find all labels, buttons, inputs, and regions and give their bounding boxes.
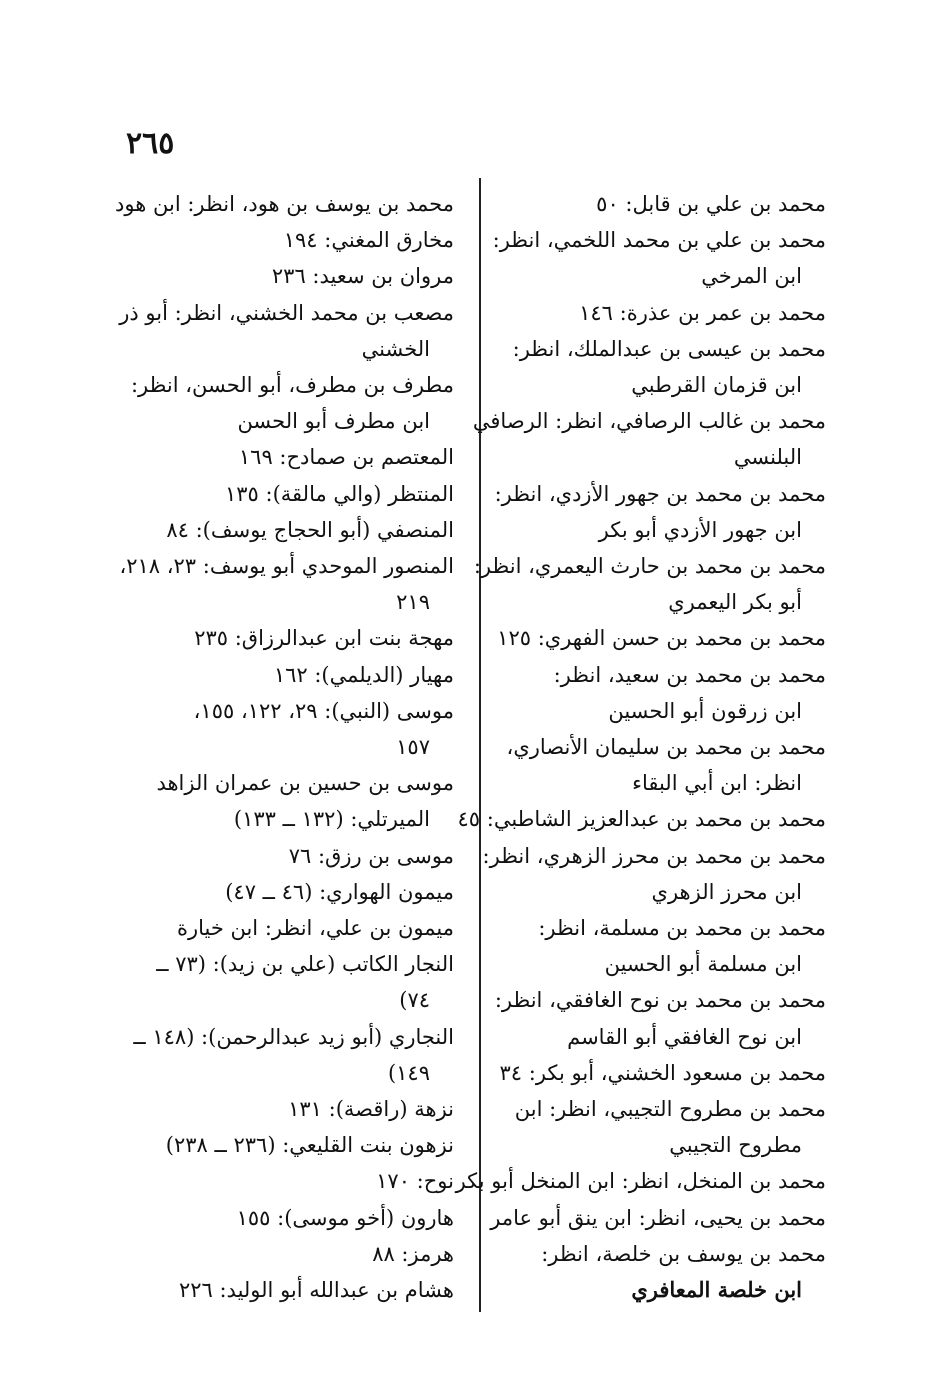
entry-continuation: ٧٤)	[399, 988, 430, 1013]
index-entry	[455, 1163, 826, 1199]
entry-continuation: ١٥٧	[396, 735, 430, 760]
entry-continuation: الخشني	[361, 336, 430, 361]
entry-line: محمد بن محمد بن محرز الزهري، انظر:	[482, 843, 826, 868]
index-entry	[457, 801, 826, 837]
index-entry	[130, 946, 454, 1018]
index-entry	[498, 1091, 826, 1163]
entry-line: المنتظر (والي مالقة): ١٣٥	[225, 481, 454, 506]
index-entry	[494, 476, 826, 548]
entry-continuation: ابن قزمان القرطبي	[631, 373, 802, 398]
entry-line: محمد بن عمر بن عذرة: ١٤٦	[579, 300, 826, 325]
entry-line: مهيار (الديلمي): ١٦٢	[273, 662, 454, 687]
index-entry	[482, 838, 826, 910]
index-entry	[130, 367, 454, 439]
entry-line: محمد بن محمد بن سليمان الأنصاري،	[506, 735, 826, 760]
index-entry	[498, 331, 826, 403]
entry-line: المنصفي (أبو الحجاج يوسف): ٨٤	[166, 517, 454, 542]
index-entry	[130, 1236, 454, 1272]
entry-line: موسى بن رزق: ٧٦	[288, 843, 454, 868]
index-entry	[498, 1055, 826, 1091]
index-entry	[498, 186, 826, 222]
index-entry	[119, 548, 454, 620]
entry-line: نزهون بنت القليعي: (٢٣٦ ــ ٢٣٨)	[165, 1133, 454, 1158]
page-number: ٢٦٥	[126, 126, 175, 161]
entry-continuation: ابن زرقون أبو الحسين	[608, 698, 802, 723]
index-entry	[130, 693, 454, 765]
index-entry	[130, 874, 454, 910]
entry-line: ميمون بن علي، انظر: ابن خيارة	[176, 916, 454, 941]
entry-line: هرمز: ٨٨	[372, 1241, 454, 1266]
entry-line: محمد بن محمد بن سعيد، انظر:	[553, 662, 826, 687]
index-entry	[498, 295, 826, 331]
entry-line: موسى (النبي): ٢٩، ١٢٢، ١٥٥،	[193, 698, 454, 723]
index-entry	[130, 765, 454, 837]
index-entry	[130, 620, 454, 656]
index-entry	[130, 1091, 454, 1127]
entry-continuation: انظر: ابن أبي البقاء	[632, 771, 802, 796]
entry-line: محمد بن مسعود الخشني، أبو بكر: ٣٤	[499, 1060, 826, 1085]
entry-line: محمد بن مطروح التجيبي، انظر: ابن	[514, 1097, 826, 1122]
entry-line: محمد بن علي بن محمد اللخمي، انظر:	[492, 228, 826, 253]
entry-line: النجار الكاتب (علي بن زيد): (٧٣ ــ	[156, 952, 454, 977]
entry-line: محمد بن يوسف بن هود، انظر: ابن هود	[115, 192, 454, 216]
column-divider	[479, 178, 481, 1312]
entry-line: محمد بن يحيى، انظر: ابن ينق أبو عامر	[490, 1205, 826, 1230]
index-entry	[130, 258, 454, 294]
entry-continuation: مطروح التجيبي	[669, 1133, 802, 1158]
index-column-left	[115, 186, 454, 1308]
entry-continuation: ابن محرز الزهري	[651, 879, 802, 904]
index-entry	[492, 222, 826, 294]
entry-line: محمد بن محمد بن عبدالعزيز الشاطبي: ٤٥	[457, 807, 826, 832]
entry-continuation: ١٤٩)	[387, 1060, 430, 1085]
entry-line: محمد بن المنخل، انظر: ابن المنخل أبو بكر	[455, 1169, 826, 1194]
entry-line: محمد بن محمد بن نوح الغافقي، انظر:	[494, 988, 826, 1013]
index-entry	[498, 1236, 826, 1308]
index-entry	[498, 620, 826, 656]
index-entry	[130, 657, 454, 693]
index-entry	[490, 1200, 826, 1236]
entry-continuation: ابن جهور الأزدي أبو بكر	[598, 517, 802, 542]
index-entry	[494, 982, 826, 1054]
entry-continuation: ٢١٩	[396, 590, 430, 615]
entry-continuation: ابن خلصة المعافري	[631, 1277, 802, 1303]
index-entry	[119, 295, 454, 367]
entry-line: مهجة بنت ابن عبدالرزاق: ٢٣٥	[194, 626, 454, 651]
index-entry	[130, 439, 454, 475]
entry-continuation: ابن مطرف أبو الحسن	[237, 409, 430, 434]
entry-continuation: الميرتلي: (١٣٢ ــ ١٣٣)	[233, 807, 430, 832]
entry-line: هارون (أخو موسى): ١٥٥	[236, 1205, 454, 1230]
entry-continuation: أبو بكر اليعمري	[668, 590, 802, 615]
entry-line: محمد بن محمد بن حارث اليعمري، انظر:	[473, 554, 826, 579]
index-entry	[498, 910, 826, 982]
entry-line: محمد بن محمد بن حسن الفهري: ١٢٥	[497, 626, 826, 651]
index-entry	[130, 1127, 454, 1163]
entry-line: محمد بن غالب الرصافي، انظر: الرصافي	[472, 409, 826, 434]
entry-line: محمد بن يوسف بن خلصة، انظر:	[541, 1241, 826, 1266]
entry-line: نوح: ١٧٠	[376, 1169, 454, 1194]
entry-line: مخارق المغني: ١٩٤	[283, 228, 454, 253]
entry-line: المعتصم بن صمادح: ١٦٩	[238, 445, 454, 470]
entry-line: مطرف بن مطرف، أبو الحسن، انظر:	[130, 373, 454, 398]
index-entry	[130, 476, 454, 512]
index-column-right	[455, 186, 826, 1308]
index-entry	[130, 838, 454, 874]
index-entry	[473, 548, 826, 620]
entry-continuation: البلنسي	[733, 445, 802, 470]
index-entry	[130, 512, 454, 548]
entry-line: محمد بن علي بن قابل: ٥٠	[596, 192, 826, 216]
entry-line: النجاري (أبو زيد عبدالرحمن): (١٤٨ ــ	[133, 1024, 454, 1049]
index-entry	[130, 1272, 454, 1308]
index-entry	[472, 403, 826, 475]
index-entry	[130, 910, 454, 946]
index-entry	[498, 729, 826, 801]
index-entry	[130, 1019, 454, 1091]
entry-line: هشام بن عبدالله أبو الوليد: ٢٢٦	[178, 1278, 454, 1303]
entry-continuation: ابن مسلمة أبو الحسين	[604, 952, 802, 977]
entry-line: ميمون الهواري: (٤٦ ــ ٤٧)	[225, 879, 454, 904]
index-entry	[130, 222, 454, 258]
index-entry	[130, 1200, 454, 1236]
index-entry	[498, 657, 826, 729]
index-entry	[115, 186, 454, 222]
entry-continuation: ابن المرخي	[701, 264, 802, 289]
entry-line: المنصور الموحدي أبو يوسف: ٢٣، ٢١٨،	[119, 554, 454, 579]
entry-line: مصعب بن محمد الخشني، انظر: أبو ذر	[119, 300, 454, 325]
index-entry	[130, 1163, 454, 1199]
entry-line: مروان بن سعيد: ٢٣٦	[271, 264, 454, 289]
entry-line: موسى بن حسين بن عمران الزاهد	[156, 771, 454, 796]
entry-line: محمد بن محمد بن جهور الأزدي، انظر:	[494, 481, 826, 506]
entry-continuation: ابن نوح الغافقي أبو القاسم	[567, 1024, 802, 1049]
entry-line: محمد بن عيسى بن عبدالملك، انظر:	[512, 336, 826, 361]
entry-line: نزهة (راقصة): ١٣١	[288, 1097, 454, 1122]
entry-line: محمد بن محمد بن مسلمة، انظر:	[538, 916, 826, 941]
